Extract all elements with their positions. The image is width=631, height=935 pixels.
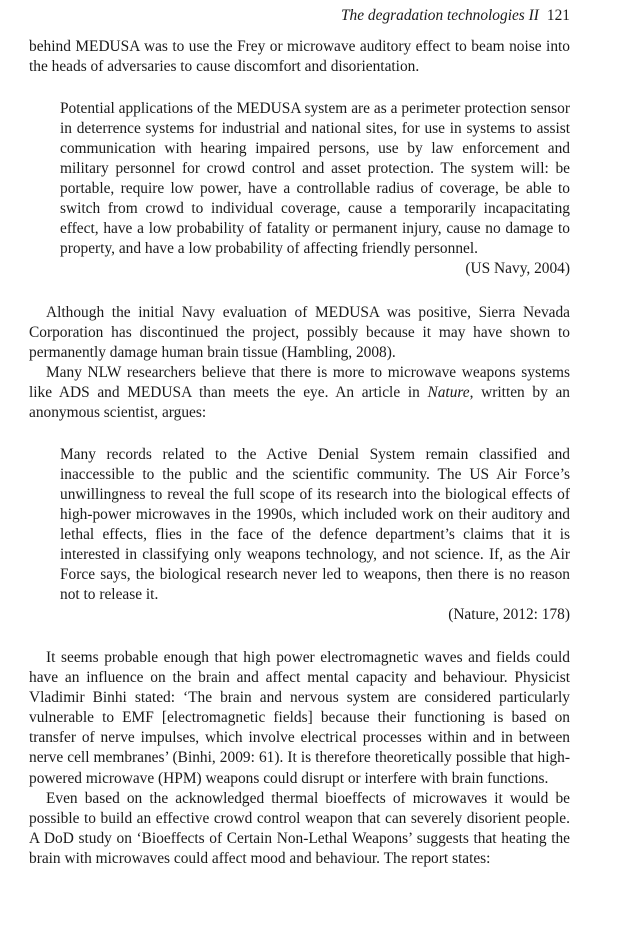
page-body xyxy=(29,37,570,869)
paragraph-em-fields-brain: It seems probable enough that high power electromagnetic waves and fields could have an influence on the brain and affect mental capacity and behaviour. Physicist Vladimir Binhi stated: ‘The brain and nervous system are considered particularly vulnerable to EMF [electromagnetic fields] because their functioning is based on transfer of nerve impulses, which involve electrical processes within and in between nerve cell membranes’ (Binhi, 2009: 61). It is therefore theoretically possible that high-powered microwave (HPM) weapons could disrupt or interfere with brain functions. xyxy=(29,649,570,787)
block-quote-nature xyxy=(60,445,570,625)
journal-name: Nature xyxy=(427,383,470,401)
page-number: 121 xyxy=(546,7,570,24)
quote-citation: (Nature, 2012: 178) xyxy=(448,606,570,624)
block-quote-navy xyxy=(60,99,570,279)
quote-citation: (US Navy, 2004) xyxy=(465,260,570,278)
paragraph-continued: behind MEDUSA was to use the Frey or microwave auditory effect to beam noise into the heads of adversaries to cause discomfort and disorientation. xyxy=(29,38,570,76)
quote-text: Potential applications of the MEDUSA system are as a perimeter protection sensor in deterrence systems for industrial and national sites, for use in systems to assist communication with hearing impaired persons, use by law enforcement and military personnel for crowd control and asset protection. The system will: be portable, require low power, have a controllable radius of coverage, be able to switch from crowd to individual coverage, cause a temporarily incapacitating effect, have a low probability of fatality or permanent injury, cause no damage to property, and have a low probability of affecting friendly personnel. xyxy=(60,100,570,258)
paragraph-medusa-discontinued: Although the initial Navy evaluation of MEDUSA was positive, Sierra Nevada Corporation has discontinued the project, possibly because it may have shown to permanently damage human brain tissue (Hambling, 2008). xyxy=(29,303,570,361)
running-title: The degradation technologies II xyxy=(340,7,539,24)
paragraph-nlw-researchers: Many NLW researchers believe that there is more to microwave weapons systems like ADS and MEDUSA than meets the eye. An article in Nature, written by an anonymous scientist, argues: xyxy=(29,363,570,421)
running-header xyxy=(341,6,570,26)
paragraph-thermal-bioeffects: Even based on the acknowledged thermal bioeffects of microwaves it would be possible to build an effective crowd control weapon that can severely disorient people. A DoD study on ‘Bioeffects of Certain Non-Lethal Weapons’ suggests that heating the brain with microwaves could affect mood and behaviour. The report states: xyxy=(29,789,570,867)
quote-text: Many records related to the Active Denial System remain classified and inaccessible to the public and the scientific community. The US Air Force’s unwillingness to reveal the full scope of its research into the biological effects of high-power microwaves in the 1990s, which included work on their auditory and lethal effects, flies in the face of the defence department’s claims that it is interested in classifying only weapons technology, and not science. If, as the Air Force says, the biological research never led to weapons, then there is no reason not to release it. xyxy=(60,445,570,604)
